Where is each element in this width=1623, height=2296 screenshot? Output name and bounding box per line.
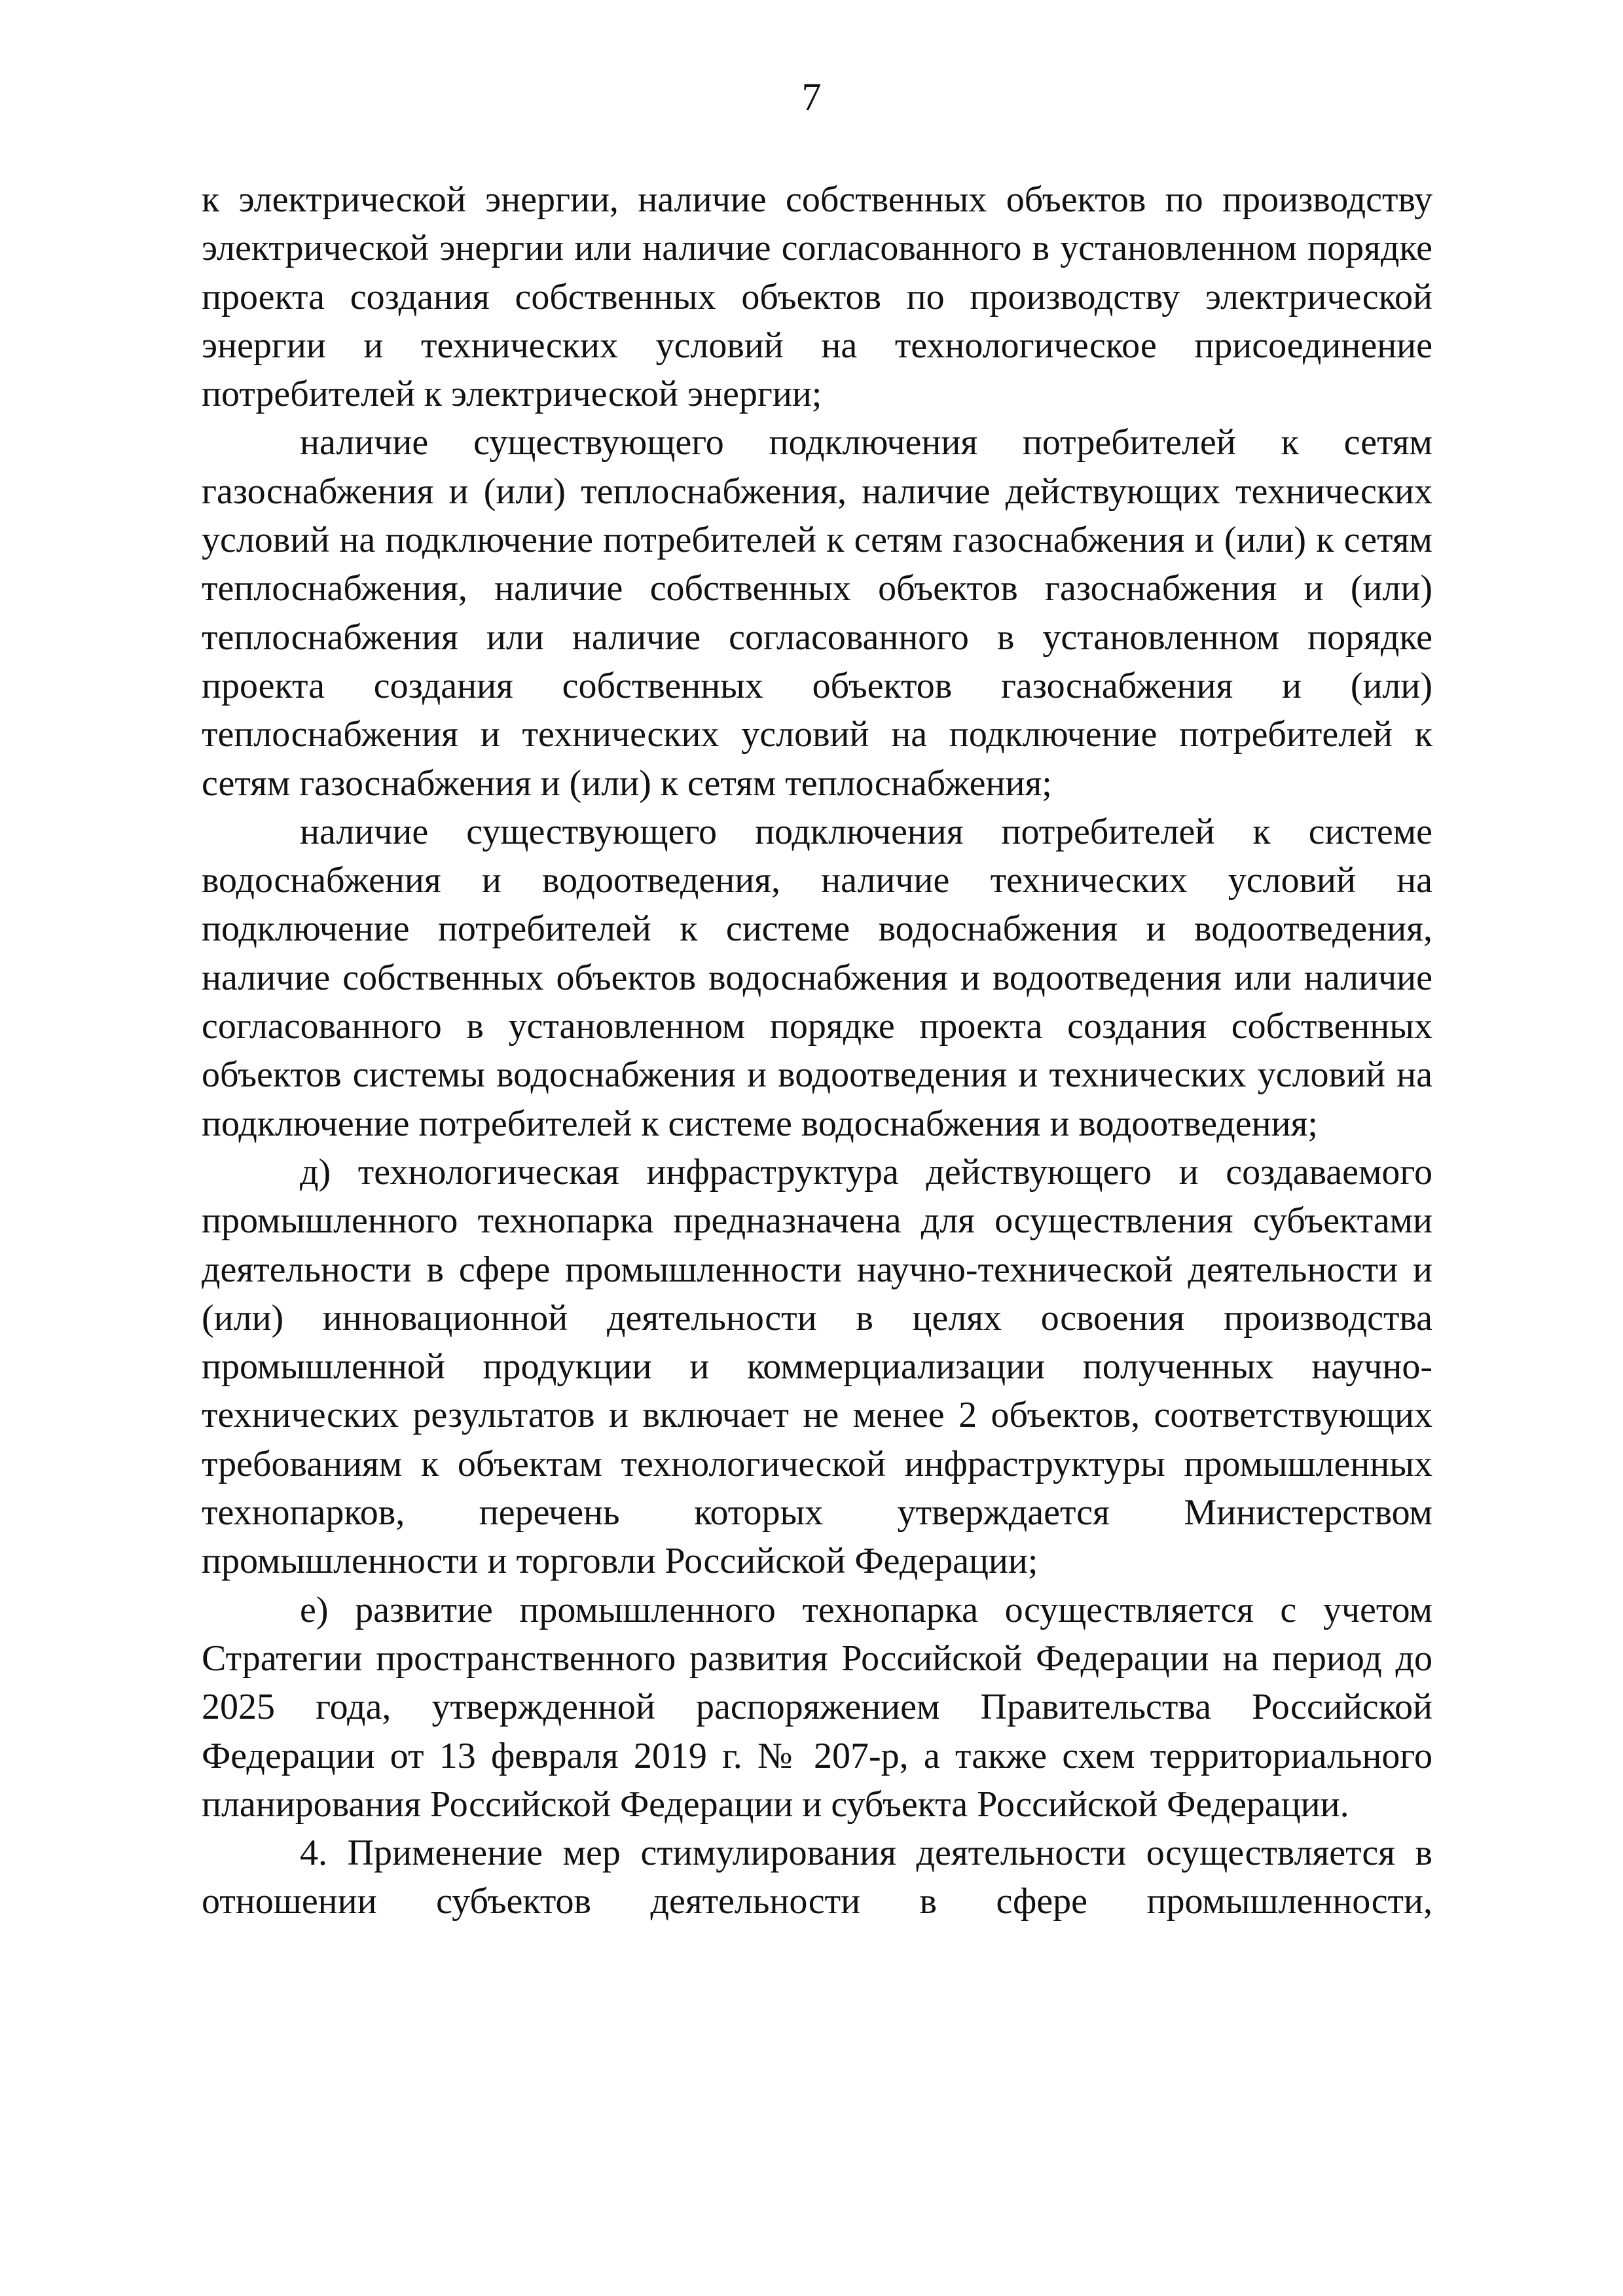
paragraph-item-d: д) технологическая инфраструктура действующего и создаваемого промышленного технопарка предназначена для осуществления субъектами деятельности в сфере промышленности научно-технической деятельности и (или) инновационной деятельности в целях освоения производства промышленной продукции и коммерциализации полученных научно-технических результатов и включает не менее 2 объектов, соответствующих требованиям к объектам технологической инфраструктуры промышленных технопарков, перечень которых утверждается Министерством промышленности и торговли Российской Федерации;	[202, 1151, 1432, 1582]
paragraph-electricity-continuation: к электрической энергии, наличие собственных объектов по производству электрической энергии или наличие согласованного в установленном порядке проекта создания собственных объектов по производству электрической энергии и технических условий на технологическое присоединение потребителей к электрической энергии;	[202, 179, 1432, 415]
paragraph-water-supply: наличие существующего подключения потребителей к системе водоснабжения и водоотведения, наличие технических условий на подключение потребителей к системе водоснабжения и водоотведения, наличие собственных объектов водоснабжения и водоотведения или наличие согласованного в установленном порядке проекта создания собственных объектов системы водоснабжения и водоотведения и технических условий на подключение потребителей к системе водоснабжения и водоотведения;	[202, 811, 1432, 1144]
paragraph-gas-heat-supply: наличие существующего подключения потребителей к сетям газоснабжения и (или) теплоснабжения, наличие действующих технических условий на подключение потребителей к сетям газоснабжения и (или) к сетям теплоснабжения, наличие собственных объектов газоснабжения и (или) теплоснабжения или наличие согласованного в установленном порядке проекта создания собственных объектов газоснабжения и (или) теплоснабжения и технических условий на подключение потребителей к сетям газоснабжения и (или) к сетям теплоснабжения;	[202, 422, 1432, 804]
paragraph-section-4: 4. Применение мер стимулирования деятельности осуществляется в отношении субъектов деятельности в сфере промышленности,	[202, 1833, 1432, 1922]
paragraph-item-e: е) развитие промышленного технопарка осуществляется с учетом Стратегии пространственного развития Российской Федерации на период до 2025 года, утвержденной распоряжением Правительства Российской Федерации от 13 февраля 2019 г. № 207-р, а также схем территориального планирования Российской Федерации и субъекта Российской Федерации.	[202, 1589, 1432, 1825]
document-body	[202, 175, 1432, 1926]
page-number: 7	[801, 75, 822, 118]
